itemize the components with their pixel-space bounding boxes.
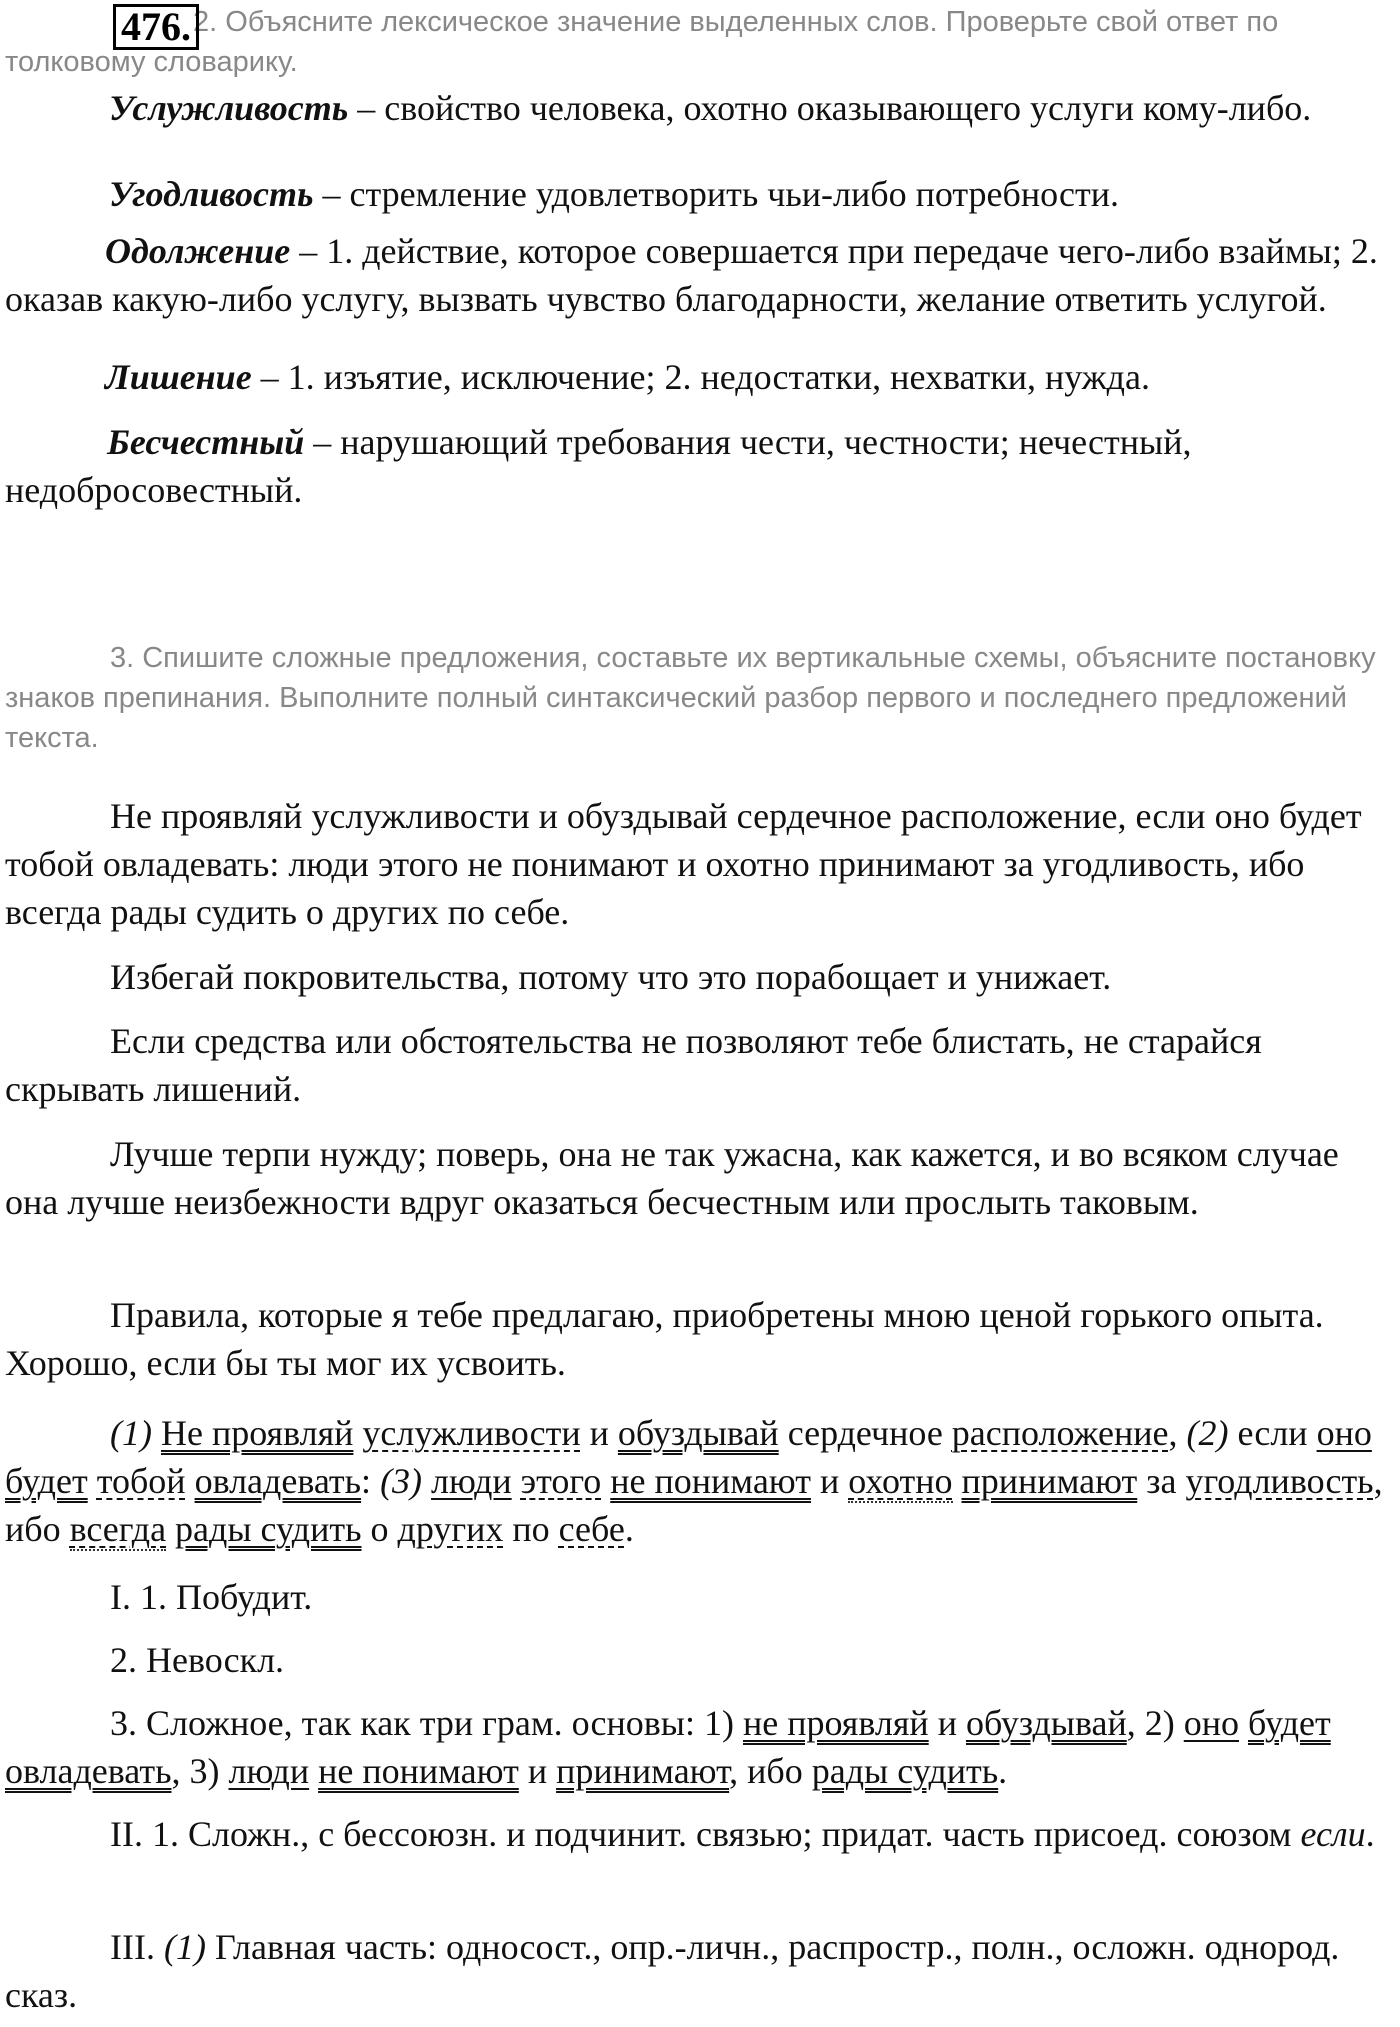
term: Услужливость (109, 88, 349, 128)
term: Одолжение (105, 231, 291, 271)
conjunction: , ибо (729, 1751, 812, 1791)
object: тобой (96, 1461, 186, 1501)
conjunction: если (1300, 1814, 1366, 1854)
analysis-line-4 (5, 1810, 1395, 1858)
definition-text: – 1. изъятие, исключение; 2. недостатки, нехватки, нужда. (251, 357, 1150, 397)
object: этого (520, 1461, 602, 1501)
definition-3 (5, 227, 1395, 323)
conjunction: и (810, 1461, 849, 1501)
analysis-line-5 (5, 1923, 1395, 2019)
adverbial: охотно (848, 1461, 953, 1501)
object: услужливости (362, 1413, 581, 1453)
term: Лишение (105, 357, 252, 397)
analysis-line-1: I. 1. Побудит. (110, 1577, 313, 1617)
text-paragraph-3: Если средства или обстоятельства не позволяют тебе блистать, не старайся скрывать лишений. (5, 1021, 1262, 1109)
conjunction: если (1228, 1413, 1317, 1453)
predicate: не проявляй (742, 1703, 929, 1743)
predicate: принимают (556, 1751, 730, 1791)
punctuation: . (1365, 1814, 1375, 1854)
text-paragraph-1: Не проявляй услужливости и обуздывай сердечное расположение, если оно будет тобой овладевать: люди этого не понимают и охотно принимают за угодливость, ибо всегда рады судить о других по себе. (5, 796, 1362, 932)
punctuation: : (361, 1461, 381, 1501)
term: Бесчестный (107, 422, 305, 462)
punctuation: . (998, 1751, 1008, 1791)
predicate: овладевать (194, 1461, 362, 1501)
text-paragraph-4: Лучше терпи нужду; поверь, она не так ужасна, как кажется, и во всяком случае она лучше неизбежности вдруг оказаться бесчестным или прослыть таковым. (5, 1134, 1339, 1222)
text-paragraph-2: Избегай покровительства, потому что это порабощает и унижает. (110, 957, 1112, 997)
definition-2 (5, 170, 1395, 218)
term: Угодливость (109, 174, 314, 214)
subject: люди (228, 1751, 310, 1791)
punctuation: , (1168, 1413, 1187, 1453)
definition-text: – стремление удовлетворить чьи-либо потребности. (313, 174, 1119, 214)
adverbial: всегда (69, 1509, 167, 1549)
conjunction: и (928, 1703, 966, 1743)
predicate: не понимают (610, 1461, 811, 1501)
analysis-line-2: 2. Невоскл. (110, 1640, 285, 1680)
plain-text: , 2) (1126, 1703, 1184, 1743)
plain-text: III. (110, 1927, 164, 1967)
exercise-number: 476. (113, 4, 199, 50)
punctuation: . (624, 1509, 634, 1549)
predicate: не понимают (318, 1751, 519, 1791)
plain-text: сердечное (778, 1413, 952, 1453)
preposition: о (361, 1509, 398, 1549)
plain-text: Главная часть: односост., опр.-личн., распростр., полн., осложн. однород. сказ. (5, 1927, 1340, 2015)
clause-marker: (1) (163, 1927, 206, 1967)
definition-text: – свойство человека, охотно оказывающего услуги кому-либо. (348, 88, 1312, 128)
predicate: будет (5, 1461, 88, 1501)
object: расположение (951, 1413, 1169, 1453)
clause-marker: (3) (380, 1461, 423, 1501)
conjunction: и (580, 1413, 618, 1453)
definition-text: – 1. действие, которое совершается при передаче чего-либо взаймы; 2. оказав какую-либо услугу, вызвать чувство благодарности, желание ответить услугой. (5, 231, 1378, 319)
task-3-instruction: 3. Спишите сложные предложения, составьте их вертикальные схемы, объясните постановку знаков препинания. Выполните полный синтаксический разбор первого и последнего предложений текста. (5, 642, 1376, 754)
preposition: за (1137, 1461, 1186, 1501)
predicate: будет овладевать (5, 1703, 1331, 1791)
subject: оно (1316, 1413, 1372, 1453)
plain-text: , 3) (171, 1751, 229, 1791)
predicate: Не проявляй (160, 1413, 354, 1453)
clause-marker: (1) (110, 1413, 152, 1453)
conjunction: и (518, 1751, 557, 1791)
parsed-sentence (5, 1409, 1395, 1553)
preposition: по (503, 1509, 559, 1549)
plain-text: II. 1. Сложн., с бессоюзн. и подчинит. связью; придат. часть присоед. союзом (110, 1814, 1301, 1854)
plain-text: 3. Сложное, так как три грам. основы: 1) (110, 1703, 743, 1743)
analysis-line-3 (5, 1699, 1395, 1795)
subject: оно (1183, 1703, 1240, 1743)
definition-4 (5, 353, 1395, 401)
definition-text: – нарушающий требования чести, честности; нечестный, недобросовестный. (5, 422, 1192, 510)
object: себе (558, 1509, 625, 1549)
object: угодливость (1185, 1461, 1374, 1501)
predicate: обуздывай (965, 1703, 1127, 1743)
task-2-instruction: 476. 2. Объясните лексическое значение выделенных слов. Проверьте свой ответ по толковому словарику. (5, 4, 1279, 78)
object: других (397, 1509, 504, 1549)
clause-marker: (2) (1186, 1413, 1229, 1453)
definition-1 (5, 84, 1395, 132)
definition-5 (5, 418, 1395, 514)
text-paragraph-5: Правила, которые я тебе предлагаю, приобретены мною ценой горького опыта. Хорошо, если бы ты мог их усвоить. (5, 1295, 1324, 1383)
predicate: рады судить (811, 1751, 999, 1791)
predicate: рады судить (175, 1509, 362, 1549)
conjunction: , ибо (5, 1461, 1383, 1549)
subject: люди (431, 1461, 512, 1501)
predicate: обуздывай (617, 1413, 779, 1453)
predicate: принимают (961, 1461, 1138, 1501)
